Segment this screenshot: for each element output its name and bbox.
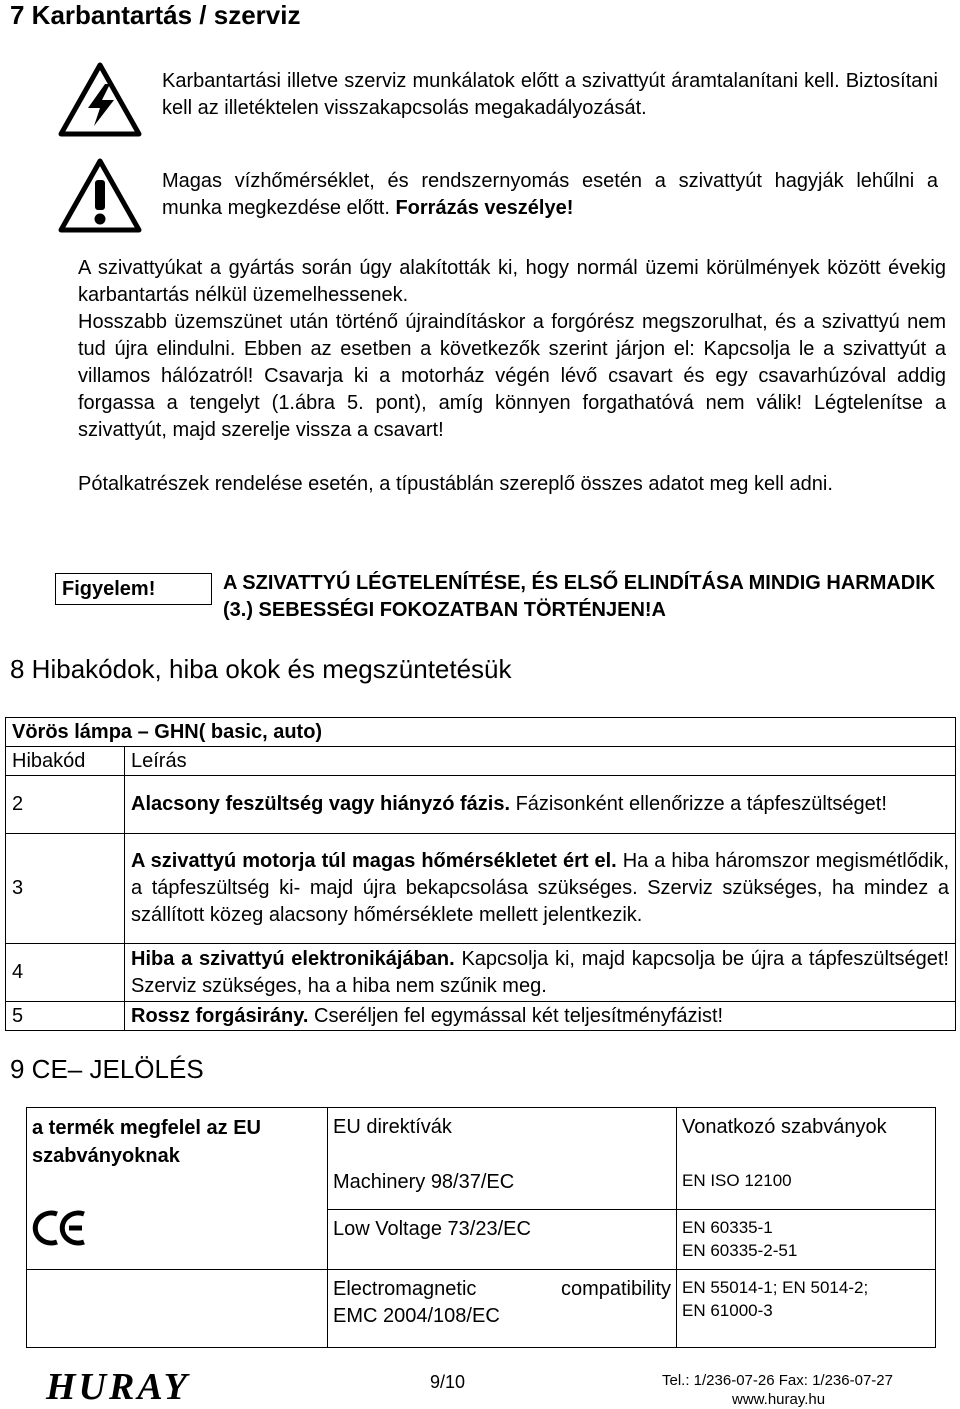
ce-standard-emc-1: EN 55014-1; EN 5014-2; xyxy=(682,1278,869,1297)
footer-phone: Tel.: 1/236-07-26 Fax: 1/236-07-27 xyxy=(662,1372,893,1389)
warning-icon xyxy=(58,158,142,234)
error-table-title: Vörös lámpa – GHN( basic, auto) xyxy=(6,718,956,747)
attention-text: A SZIVATTYÚ LÉGTELENÍTÉSE, ÉS ELSŐ ELINDÍTÁSA MINDIG HARMADIK (3.) SEBESSÉGI FOKOZATBAN TÖRTÉNJEN!A xyxy=(223,572,936,621)
error-title: A szivattyú motorja túl magas hőmérsékletet ért el. xyxy=(131,850,617,872)
burn-warning-text xyxy=(162,168,938,222)
burn-warning-emphasis: Forrázás veszélye! xyxy=(395,197,574,219)
paragraph-maintenance-free: A szivattyúkat a gyártás során úgy alakították ki, hogy normál üzemi körülmények között évekig karbantartás nélkül üzemelhessenek. xyxy=(78,257,946,306)
error-code-table xyxy=(5,717,956,1031)
section-7-title: 7 Karbantartás / szerviz xyxy=(10,0,301,30)
ce-standard-emc-cell xyxy=(677,1270,936,1348)
ce-directive-emc-1: Electromagnetic compatibility xyxy=(333,1278,671,1300)
ce-directive-emc-cell xyxy=(328,1270,677,1348)
error-detail: Ha a hiba háromszor megismétlődik, a tápfeszültség ki- majd újra bekapcsolása szükséges. Szerviz szükséges, ha mindez a szállított közeg alacsony hőmérséklete mellett jelentkezik. xyxy=(131,850,949,926)
table-row xyxy=(6,1002,956,1031)
ce-directive-machinery-cell xyxy=(328,1108,677,1210)
error-description xyxy=(125,1002,956,1031)
error-code: 4 xyxy=(6,944,125,1002)
page-number: 9/10 xyxy=(430,1372,466,1392)
error-title: Rossz forgásirány. xyxy=(131,1004,309,1027)
error-description xyxy=(125,944,956,1002)
error-description xyxy=(125,834,956,944)
error-detail: Fázisonként ellenőrizze a tápfeszültséget! xyxy=(510,793,887,815)
ce-standard-machinery: EN ISO 12100 xyxy=(682,1171,792,1190)
section-9-title: 9 CE– JELÖLÉS xyxy=(10,1054,204,1084)
paragraph-restart-procedure: Hosszabb üzemszünet után történő újraindításkor a forgórész megszorulhat, és a szivattyú nem tud újra elindulni. Ebben az esetben a következők szerint járjon el: Kapcsolja le a szivattyút a villamos hálózatról! Csavarja ki a motorház végén lévő csavart és egy csavarhúzóval addig forgassa a tengelyt (1.ábra 5. pont), amíg könnyen forgathatóvá nem válik! Légtelenítse a szivattyút, majd szerelje vissza a csavart! xyxy=(78,311,946,441)
ce-directive-emc-2: EMC 2004/108/EC xyxy=(333,1305,500,1327)
ce-empty-cell xyxy=(27,1270,328,1348)
table-row xyxy=(6,944,956,1002)
table-row xyxy=(6,776,956,834)
ce-conformity-table xyxy=(26,1107,936,1348)
error-code: 5 xyxy=(6,1002,125,1031)
footer-contact xyxy=(662,1371,893,1409)
error-description xyxy=(125,776,956,834)
paragraph-spare-parts: Pótalkatrészek rendelése esetén, a típustáblán szereplő összes adatot meg kell adni. xyxy=(78,473,833,495)
ce-standard-emc-2: EN 61000-3 xyxy=(682,1301,773,1320)
ce-standard-lowvoltage-cell xyxy=(677,1210,936,1270)
burn-warning-body: Magas vízhőmérséklet, és rendszernyomás esetén a szivattyút hagyják lehűlni a munka megkezdése előtt. xyxy=(162,170,938,219)
electric-hazard-icon xyxy=(58,62,142,138)
error-table-header-code: Hibakód xyxy=(6,747,125,776)
ce-statement: a termék megfelel az EU szabványoknak xyxy=(32,1117,261,1167)
error-code: 2 xyxy=(6,776,125,834)
huray-logo xyxy=(44,1367,254,1405)
ce-standard-lowvoltage-1: EN 60335-1 xyxy=(682,1218,773,1237)
ce-mark-icon xyxy=(32,1208,88,1248)
ce-statement-cell xyxy=(27,1108,328,1270)
ce-standards-header: Vonatkozó szabványok xyxy=(682,1116,887,1138)
table-row xyxy=(6,834,956,944)
section-8-title: 8 Hibakódok, hiba okok és megszüntetésük xyxy=(10,654,512,684)
attention-label: Figyelem! xyxy=(55,573,212,605)
error-title: Hiba a szivattyú elektronikájában. xyxy=(131,947,455,970)
error-detail: Cseréljen fel egymással két teljesítményfázist! xyxy=(308,1004,724,1027)
error-code: 3 xyxy=(6,834,125,944)
ce-directives-header: EU direktívák xyxy=(333,1116,452,1138)
ce-directive-lowvoltage: Low Voltage 73/23/EC xyxy=(328,1210,677,1270)
error-detail: Kapcsolja ki, majd kapcsolja be újra a tápfeszültséget! Szerviz szükséges, ha a hiba nem szűnik meg. xyxy=(131,947,949,997)
ce-standard-lowvoltage-2: EN 60335-2-51 xyxy=(682,1241,798,1260)
ce-directive-machinery: Machinery 98/37/EC xyxy=(333,1171,515,1193)
error-table-header-desc: Leírás xyxy=(125,747,956,776)
ce-standard-machinery-cell xyxy=(677,1108,936,1210)
footer-website: www.huray.hu xyxy=(732,1391,826,1408)
electric-warning-text: Karbantartási illetve szerviz munkálatok előtt a szivattyút áramtalanítani kell. Biztosítani kell az illetéktelen visszakapcsolás megakadályozását. xyxy=(162,70,938,119)
huray-logo-text: HURAY xyxy=(46,1367,190,1405)
error-title: Alacsony feszültség vagy hiányzó fázis. xyxy=(131,793,511,815)
